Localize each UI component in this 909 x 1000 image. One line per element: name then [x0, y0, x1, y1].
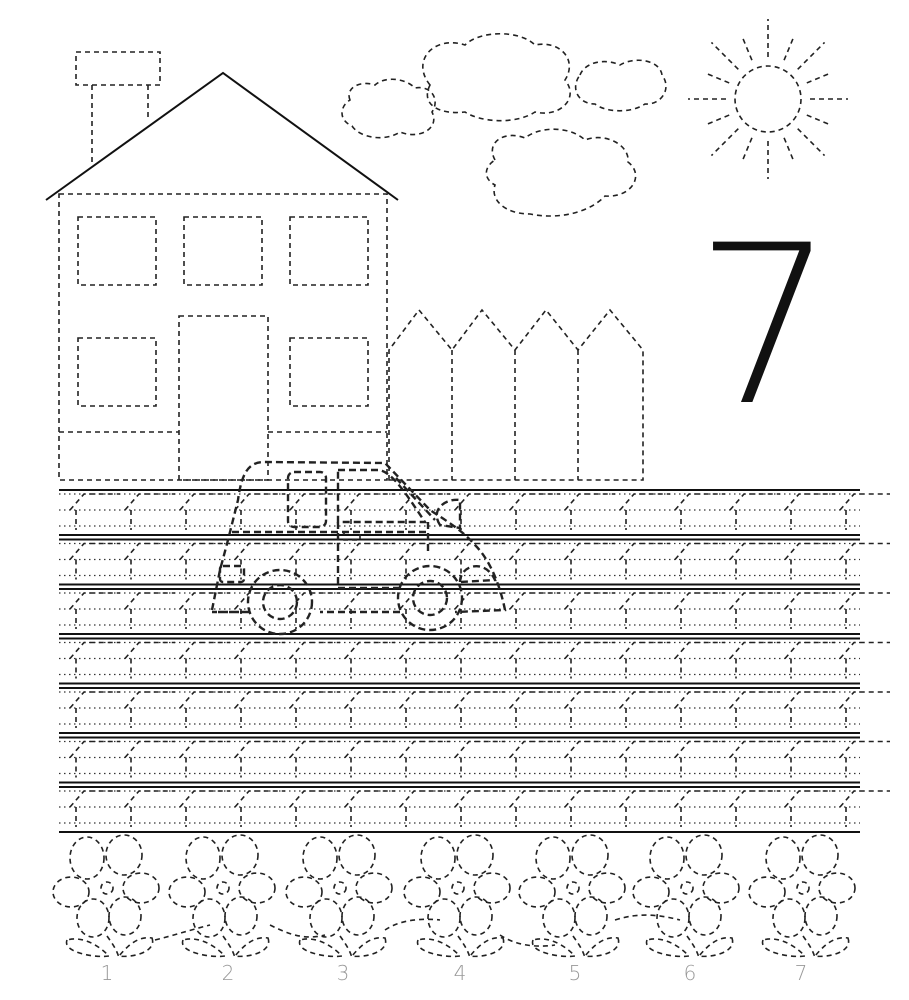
tracing-mark [70, 742, 120, 778]
tracing-mark [125, 544, 175, 580]
tracing-mark [290, 494, 340, 530]
flower-numbers [101, 961, 808, 985]
flower-stem [340, 936, 352, 958]
house-window [290, 217, 368, 285]
car-taillight [220, 566, 244, 582]
flower-number: 6 [683, 961, 697, 985]
tracing-mark [840, 692, 890, 728]
tracing-mark [565, 692, 615, 728]
tracing-mark [290, 643, 340, 679]
tracing-mark [70, 494, 120, 530]
tracing-mark [455, 494, 505, 530]
tracing-mark [235, 791, 285, 827]
flower-petal [749, 877, 785, 907]
flower-leaf [533, 939, 575, 956]
tracing-mark [620, 544, 670, 580]
tracing-mark [565, 791, 615, 827]
house [46, 52, 398, 480]
flower-center [452, 882, 464, 894]
flower-petal [773, 899, 805, 937]
house-chimney-top [76, 52, 160, 85]
flower-petal [457, 835, 493, 875]
tracing-mark [730, 643, 780, 679]
flower-petal [356, 873, 392, 903]
house-chimney [92, 85, 148, 165]
tracing-mark [235, 544, 285, 580]
flower-leaf [235, 938, 269, 957]
tracing-mark [125, 791, 175, 827]
flower-leaf [119, 938, 153, 957]
house-roof [46, 73, 398, 200]
flower-leaf [300, 939, 342, 956]
tracing-mark [620, 494, 670, 530]
tracing-mark [510, 544, 560, 580]
flower-leaf [67, 939, 109, 956]
writing-lines [59, 490, 890, 832]
tracing-mark [400, 791, 450, 827]
flower [286, 835, 392, 958]
fence [389, 310, 643, 480]
tracing-mark [125, 643, 175, 679]
tracing-mark [620, 791, 670, 827]
tracing-mark [290, 791, 340, 827]
flower-leaf [647, 939, 689, 956]
flower-petal [303, 837, 337, 879]
flower-petal [543, 899, 575, 937]
tracing-mark [455, 791, 505, 827]
tracing-mark [125, 692, 175, 728]
tracing-mark [840, 643, 890, 679]
flower-petal [766, 837, 800, 879]
sun-ray [798, 129, 825, 156]
tracing-mark [125, 742, 175, 778]
tracing-mark [730, 544, 780, 580]
house-window [184, 217, 262, 285]
flower [169, 835, 275, 958]
tracing-mark [345, 494, 395, 530]
sun-disc [735, 66, 801, 132]
tracing-mark [400, 494, 450, 530]
tracing-mark [675, 643, 725, 679]
tracing-mark [785, 643, 835, 679]
tracing-mark [345, 791, 395, 827]
tracing-mark [510, 791, 560, 827]
flower-stem [687, 936, 699, 958]
flower-center [567, 882, 579, 894]
tracing-mark [345, 544, 395, 580]
flowers [53, 835, 855, 958]
sun-ray [807, 115, 829, 124]
tracing-mark [785, 593, 835, 629]
tracing-mark [455, 692, 505, 728]
tracing-mark [400, 643, 450, 679]
flower-petal [686, 835, 722, 875]
tracing-mark [70, 643, 120, 679]
flower-stem [458, 936, 470, 958]
tracing-mark [730, 692, 780, 728]
flower-petal [70, 837, 104, 879]
flower-leaf [585, 938, 619, 957]
tracing-mark [70, 544, 120, 580]
flower-petal [536, 837, 570, 879]
tracing-mark [455, 643, 505, 679]
flower-petal [650, 837, 684, 879]
tracing-mark [70, 692, 120, 728]
flower-petal [589, 873, 625, 903]
tracing-mark [180, 791, 230, 827]
tracing-mark [565, 593, 615, 629]
flower-leaf [763, 939, 805, 956]
tracing-mark [510, 692, 560, 728]
flower-stem [107, 936, 119, 958]
flower [53, 835, 159, 958]
tracing-mark [675, 593, 725, 629]
flower-center [217, 882, 229, 894]
car-wheel-hub [413, 581, 447, 615]
tracing-mark [675, 791, 725, 827]
flower-stem [803, 936, 815, 958]
flower-petal [819, 873, 855, 903]
flower-leaf [470, 938, 504, 957]
flower-number: 1 [100, 961, 114, 985]
sun-ray [743, 138, 752, 160]
tracing-mark [510, 643, 560, 679]
tracing-mark [620, 593, 670, 629]
flower-number: 7 [794, 961, 808, 985]
flower [749, 835, 855, 958]
tracing-mark [510, 742, 560, 778]
flower-petal [421, 837, 455, 879]
car-door [232, 522, 428, 588]
flower-petal [404, 877, 440, 907]
sun [688, 19, 848, 179]
tracing-mark [290, 692, 340, 728]
flower-leaf [418, 939, 460, 956]
tracing-mark [235, 692, 285, 728]
flower-center [334, 882, 346, 894]
car-headlight [460, 566, 495, 582]
flower-center [681, 882, 693, 894]
cloud [342, 79, 435, 137]
tracing-mark [70, 791, 120, 827]
tracing-mark [730, 742, 780, 778]
tracing-mark [840, 791, 890, 827]
sun-ray [784, 38, 793, 60]
flower-stem [223, 936, 235, 958]
tracing-mark [565, 643, 615, 679]
cloud [423, 34, 570, 121]
flower-petal [633, 877, 669, 907]
tracing-mark [345, 692, 395, 728]
sun-ray [711, 129, 738, 156]
flower-petal [572, 835, 608, 875]
tracing-mark [70, 593, 120, 629]
flower-petal [339, 835, 375, 875]
tracing-mark [125, 593, 175, 629]
fence-outline [389, 310, 643, 480]
car-wheel-hub [263, 585, 297, 619]
flower-petal [802, 835, 838, 875]
flower [633, 835, 739, 958]
flower-petal [703, 873, 739, 903]
flower-leaf [815, 938, 849, 957]
flower-petal [222, 835, 258, 875]
tracing-mark [510, 593, 560, 629]
tracing-mark [785, 544, 835, 580]
sun-ray [807, 74, 829, 83]
tracing-mark [785, 742, 835, 778]
sun-ray [711, 42, 738, 69]
tracing-mark [620, 742, 670, 778]
car-roof-line [396, 478, 435, 520]
flower-petal [428, 899, 460, 937]
tracing-mark [125, 494, 175, 530]
tracing-mark [675, 742, 725, 778]
tracing-mark [785, 494, 835, 530]
tracing-mark [840, 742, 890, 778]
flower-petal [474, 873, 510, 903]
tracing-mark [180, 643, 230, 679]
tracing-mark [730, 593, 780, 629]
sun-ray [798, 42, 825, 69]
fence-posts [452, 350, 578, 480]
flower-petal [193, 899, 225, 937]
car [212, 462, 505, 634]
tracing-mark [400, 742, 450, 778]
tracing-mark [730, 791, 780, 827]
clouds [342, 34, 666, 216]
flower-center [101, 882, 113, 894]
tracing-mark [730, 494, 780, 530]
tracing-mark [620, 643, 670, 679]
tracing-mark [565, 544, 615, 580]
flower-number: 2 [221, 961, 235, 985]
flower [404, 835, 510, 958]
tracing-mark [785, 692, 835, 728]
flower-number: 4 [453, 961, 467, 985]
sun-ray [707, 115, 729, 124]
tracing-mark [840, 593, 890, 629]
house-wall [59, 194, 387, 480]
tracing-mark [675, 692, 725, 728]
flower-petal [106, 835, 142, 875]
tracing-mark [235, 742, 285, 778]
flower [519, 835, 625, 958]
house-door [179, 316, 268, 480]
flower-petal [310, 899, 342, 937]
flower-stem [573, 936, 585, 958]
tracing-mark [455, 742, 505, 778]
car-mirror [437, 500, 460, 528]
sun-ray [743, 38, 752, 60]
flower-petal [239, 873, 275, 903]
tracing-mark [180, 494, 230, 530]
flower-petal [519, 877, 555, 907]
tracing-mark [345, 643, 395, 679]
tracing-mark [565, 742, 615, 778]
tracing-mark [840, 544, 890, 580]
flower-leaf [183, 939, 225, 956]
big-digit: 7 [695, 198, 835, 454]
flower-petal [169, 877, 205, 907]
house-window [78, 217, 156, 285]
flower-petal [186, 837, 220, 879]
tracing-mark [620, 692, 670, 728]
tracing-mark [785, 791, 835, 827]
flower-leaf [352, 938, 386, 957]
tracing-mark [565, 494, 615, 530]
tracing-mark [235, 494, 285, 530]
sun-ray [784, 138, 793, 160]
flower-center [797, 882, 809, 894]
tracing-mark [180, 692, 230, 728]
tracing-mark [840, 494, 890, 530]
house-window [290, 338, 368, 406]
tracing-mark [180, 742, 230, 778]
flower-number: 3 [336, 961, 350, 985]
tracing-mark [675, 494, 725, 530]
flower-petal [286, 877, 322, 907]
tracing-mark [290, 742, 340, 778]
flower-petal [53, 877, 89, 907]
tracing-mark [510, 494, 560, 530]
cloud [576, 60, 666, 111]
cloud [486, 129, 635, 216]
tracing-mark [235, 643, 285, 679]
tracing-mark [400, 692, 450, 728]
tracing-mark [345, 742, 395, 778]
sun-ray [707, 74, 729, 83]
flower-leaf [699, 938, 733, 957]
tracing-mark [675, 544, 725, 580]
flower-petal [123, 873, 159, 903]
sun-rays [688, 19, 848, 179]
flower-number: 5 [568, 961, 582, 985]
flower-petal [77, 899, 109, 937]
house-window [78, 338, 156, 406]
